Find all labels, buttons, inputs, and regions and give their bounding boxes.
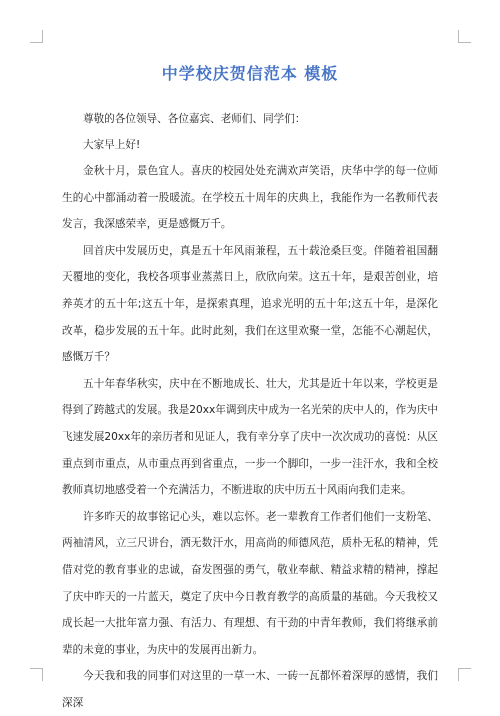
paragraph-4: 许多昨天的故事铭记心头，难以忘怀。老一辈教育工作者们他们一支粉笔、两袖清风，立三尺讲台，洒无数汗水，用高尚的师德风范，质朴无私的精神，凭借对党的教育事业的忠诚，奋发图强的勇气，敬业奉献、精益求精的精神，撑起了庆中昨天的一片蓝天，奠定了庆中今日教育教学的高质量的基础。今天我校又成长起一大批年富力强、有活力、有理想、有干劲的中青年教师，我们将继承前辈的未竟的事业，为庆中的发展再出新力。 xyxy=(62,510,438,656)
page-corner-mark-bottom-right xyxy=(458,668,471,681)
paragraph-2: 回首庆中发展历史，真是五十年风雨兼程，五十载沧桑巨变。伴随着祖国翻天覆地的变化，我校各项事业蒸蒸日上，欣欣向荣。这五十年，是艰苦创业，培养英才的五十年;这五十年，是探索真理，追求光明的五十年;这五十年，是深化改革，稳步发展的五十年。此时此刻，我们在这里欢聚一堂，怎能不心潮起伏，感慨万千？ xyxy=(62,244,438,364)
document-title: 中学校庆贺信范本 模板 xyxy=(161,64,339,83)
page-corner-mark-top-right xyxy=(458,30,471,43)
paragraph-5: 今天我和我的同事们对这里的一草一木、一砖一瓦都怀着深厚的感情，我们深深 xyxy=(62,670,438,709)
page-corner-mark-top-left xyxy=(30,30,43,43)
page-corner-mark-bottom-left xyxy=(30,668,43,681)
opening-line: 大家早上好! xyxy=(83,139,141,151)
document-page xyxy=(62,60,438,716)
paragraph-1: 金秋十月，景色宜人。喜庆的校园处处充满欢声笑语，庆华中学的每一位师生的心中都涌动着一股暖流。在学校五十周年的庆典上，我能作为一名教师代表发言，我深感荣幸，更是感慨万千。 xyxy=(62,165,438,231)
paragraph-3: 五十年春华秋实，庆中在不断地成长、壮大，尤其是近十年以来，学校更是得到了跨越式的发展。我是20xx年调到庆中成为一名光荣的庆中人的，作为庆中飞速发展20xx年的亲历者和见证人，我有幸分享了庆中一次次成功的喜悦：从区重点到市重点，从市重点再到省重点，一步一个脚印，一步一洼汗水，我和全校教师真切地感受着一个充满活力，不断进取的庆中历五十风雨向我们走来。 xyxy=(62,377,438,497)
greeting-line: 尊敬的各位领导、各位嘉宾、老师们、同学们： xyxy=(83,113,306,125)
